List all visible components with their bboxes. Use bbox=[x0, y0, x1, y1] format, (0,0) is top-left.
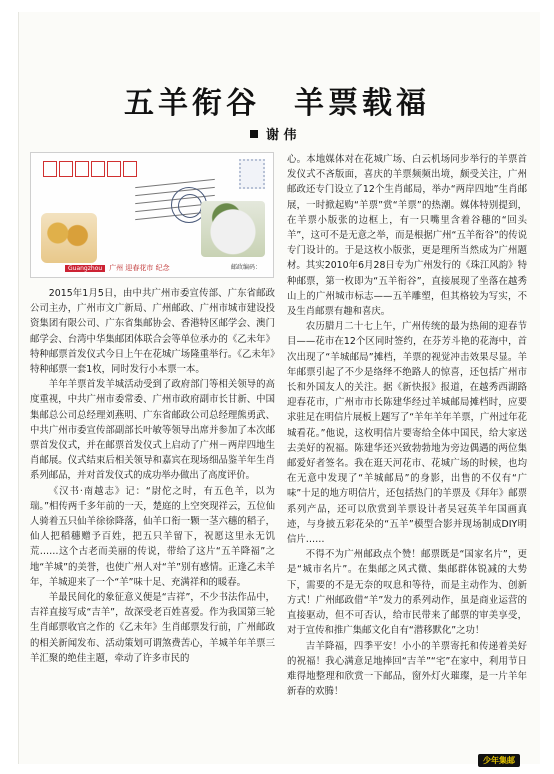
seal-red-label: Guangzhou bbox=[65, 265, 105, 272]
cover-plaza-illustration bbox=[201, 201, 265, 257]
first-day-cover-image bbox=[30, 152, 274, 278]
postal-code-box bbox=[59, 161, 73, 177]
postal-code-box bbox=[91, 161, 105, 177]
postal-code-box bbox=[75, 161, 89, 177]
article-column-right bbox=[287, 152, 527, 699]
magazine-badge: 少年集邮 bbox=[478, 754, 520, 767]
seal-text: 广州 迎春花市 纪念 bbox=[109, 264, 170, 272]
paragraph: 2015年1月5日，由中共广州市委宣传部、广东省邮政公司主办，广州市文广新局、广州邮政、广州市城市建设投资集团有限公司、广东省集邮协会、香港特区邮学会、澳门邮学会、台湾中华集邮团体联合会等单位承办的《乙未年》特种邮票首发仪式今日上午在花城广场隆重举行。《乙未年》特种邮票一套1枚，同时发行小本票一本。 bbox=[30, 288, 275, 376]
article-title: 五羊衔谷 羊票载福 bbox=[124, 86, 430, 121]
article-author bbox=[250, 124, 297, 143]
bullet-square-icon bbox=[250, 130, 258, 138]
paragraph: 羊最民间化的象征意义便是“吉祥”，不少书法作品中，吉祥直接写成“吉羊”，故深受老百姓喜爱。作为我国第三轮生肖邮票收官之作的《乙未年》生肖邮票发行前，广州邮政的相关新闻发布、活动策划可谓煞费苦心，羊城羊年羊票三羊汇聚的绝佳主题，牵动了许多市民的 bbox=[30, 592, 275, 664]
paragraph: 心。本地媒体对在花城广场、白云机场同步举行的羊票首发仪式不吝版面，喜庆的羊票频频出境，颇受关注，广州邮政还专门设立了12个生肖邮局，举办“两岸四地”生肖邮展，一时掀起购“羊票”赏“羊票”的热潮。媒体特别提到，在羊票小版张的边框上，有一只嘴里含着谷穗的“回头羊”，这可不是无意之举，而是根据广州“五羊衔谷”的传说专门设计的。于是这枚小版张，更是理所当然成为广州题材。其实2010年6月28日专为广州发行的《珠江风韵》特种邮票，第一枚即为“五羊衔谷”，直接展现了坐落在越秀山上的广州城市标志——五羊雕塑，但其格较为写实，不及生肖邮票有趣和喜庆。 bbox=[287, 154, 527, 318]
postal-code-box bbox=[43, 161, 57, 177]
postal-code-box bbox=[107, 161, 121, 177]
paragraph: 《汉书·南越志》记：“尉佗之时，有五色羊，以为瑞。”相传两千多年前的一天，楚庭的上空突现祥云，五位仙人骑着五只仙羊徐徐降落，仙羊口衔一颗一茎六穗的稻子，仙人把稻穗赠予百姓，把五只羊留下，祝愿这里永无饥荒……这个古老而美丽的传说，带给了这片“五羊降福”之地“羊城”的美誉，也使广州人对“羊”别有感情。正逢乙未羊年，羊城迎来了一个“羊”味十足、充满祥和的暖春。 bbox=[30, 485, 275, 588]
paragraph: 吉羊降福，四季平安！小小的羊票寄托和传递着美好的祝福！我心满意足地捧回“吉羊”“宅”在家中，利用节日难得地整理和欣赏一下邮品，窗外灯火璀璨，是一片羊年新春的欢腾！ bbox=[287, 640, 527, 698]
cover-sheep-illustration bbox=[41, 213, 97, 263]
paragraph: 农历腊月二十七上午，广州传统的最为热闹的迎春节目——花市在12个区同时签约，在芬芳斗艳的花海中，首次出现了“羊城邮局”摊档，羊票的视觉冲击效果尽显。羊年邮票引起了不少是络绎不绝路人的惊喜，还包括广州市长和外国友人的关注。据《新快报》报道，在越秀西湖路迎春花市，广州市市长陈建华经过羊城邮局摊档时，应要求驻足在明信片展板上题写了“羊年羊年羊票，广州过年花城看花。”他说，这枚明信片要寄给全体中国民，给大家送去美好的祝福。陈建华还兴致勃勃地为旁边偶遇的两位集邮爱好者签名。我在逛天河花市、花城广场的时候，也均在无意中发现了“羊城邮局”的身影，出售的不仅有“广味”十足的地方明信片，还包括热门的羊票及《拜年》邮票系列产品，还可以欣赏到羊票设计者吴冠英羊年国画真迹，与身披五彩花朵的“五羊”模型合影并现场制成DIY明信片…… bbox=[287, 321, 527, 546]
paragraph: 羊年羊票首发羊城活动受到了政府部门等相关领导的高度重视，中共广州市委常委、广州市政府副市长甘新、中国集邮总公司总经理刘燕明、广东省邮政公司总经理熊勇武、中共广州市委宣传部副部长叶敏等领导出席并参加了本次邮票首发仪式，并在邮票首发仪式上启动了广州－两岸四地生肖邮展。仪式结束后相关领导和嘉宾在现场细品鉴羊年生肖系列邮品，并对首发仪式的成功举办做出了高度评价。 bbox=[30, 379, 275, 482]
cover-commemorative-seal bbox=[65, 261, 185, 275]
postage-stamp-icon bbox=[239, 159, 265, 189]
author-name: 谢 伟 bbox=[266, 128, 297, 143]
cover-postal-code-label: 邮政编码： bbox=[230, 264, 261, 271]
paragraph: 不得不为广州邮政点个赞！邮票既是“国家名片”，更是“城市名片”。在集邮之风式微、集邮群体锐减的大势下，需要的不是无奈的叹息和等待，而是主动作为、创新方式！广州邮政借“羊”发力的系列动作，虽是商业运营的直接驱动，但不可否认，给市民带来了邮票的审美享受，对于宣传和推广集邮文化自有“潜移默化”之功！ bbox=[287, 549, 527, 637]
article-column-left bbox=[30, 286, 275, 666]
